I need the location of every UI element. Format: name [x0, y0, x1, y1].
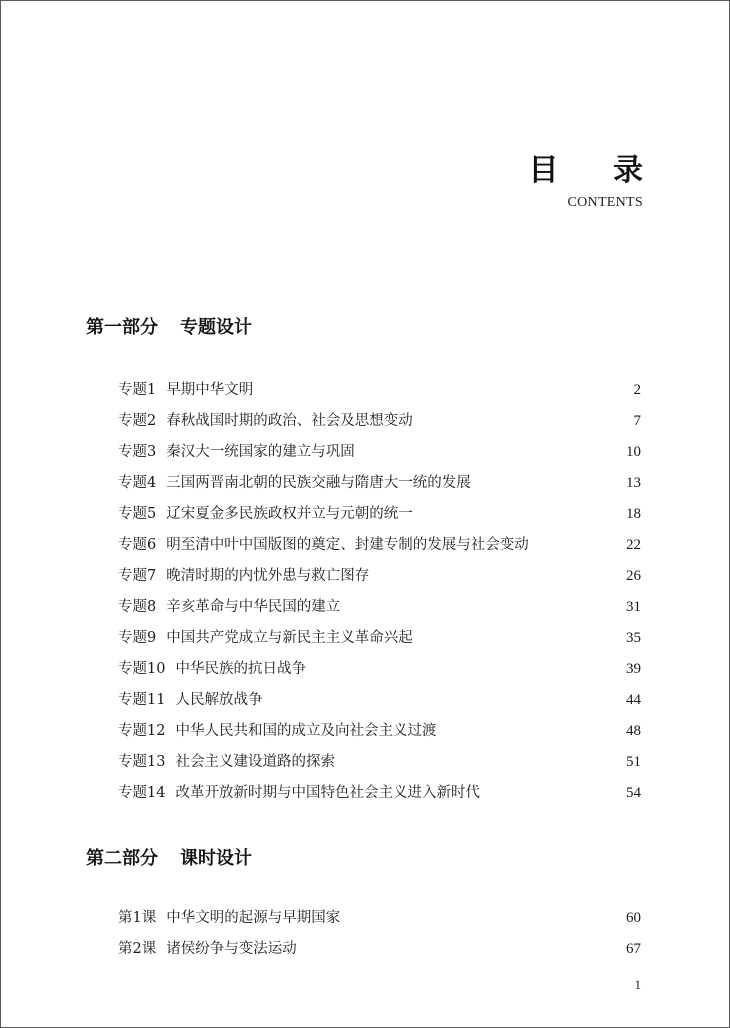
- entry-title: 秦汉大一统国家的建立与巩固: [166, 444, 355, 460]
- entry-label: 专题12: [118, 723, 166, 739]
- toc-entry[interactable]: [118, 907, 641, 938]
- toc-entry[interactable]: [118, 472, 641, 503]
- entry-title: 早期中华文明: [166, 382, 254, 398]
- entry-label: 专题8: [118, 599, 157, 615]
- entry-page-number: 2: [633, 382, 641, 398]
- toc-entry[interactable]: [118, 596, 641, 627]
- entry-title: 三国两晋南北朝的民族交融与隋唐大一统的发展: [166, 475, 471, 491]
- toc-title: 目 录: [528, 153, 665, 188]
- entry-page-number: 35: [626, 630, 641, 646]
- toc-entry[interactable]: [118, 782, 641, 813]
- entry-page-number: 31: [626, 599, 641, 615]
- entry-label: 专题2: [118, 413, 157, 429]
- part-2-label: 第二部分: [86, 848, 158, 869]
- toc-entry[interactable]: [118, 441, 641, 472]
- entry-title: 人民解放战争: [175, 692, 263, 708]
- entry-title: 春秋战国时期的政治、社会及思想变动: [166, 413, 413, 429]
- entry-label: 专题9: [118, 630, 157, 646]
- part-1-name: 专题设计: [180, 317, 252, 338]
- entry-page-number: 39: [626, 661, 641, 677]
- toc-entry[interactable]: [118, 565, 641, 596]
- entry-page-number: 22: [626, 537, 641, 553]
- toc-entry[interactable]: [118, 689, 641, 720]
- entry-label: 专题11: [118, 692, 166, 708]
- entry-page-number: 7: [633, 413, 641, 429]
- entry-label: 专题4: [118, 475, 157, 491]
- entry-page-number: 48: [626, 723, 641, 739]
- entry-label: 专题10: [118, 661, 166, 677]
- toc-entry[interactable]: [118, 503, 641, 534]
- entry-title: 诸侯纷争与变法运动: [166, 941, 297, 957]
- entry-page-number: 26: [626, 568, 641, 584]
- entry-title: 中华文明的起源与早期国家: [166, 910, 341, 926]
- entry-title: 辛亥革命与中华民国的建立: [166, 599, 341, 615]
- entry-page-number: 67: [626, 941, 641, 957]
- part-1-entries: [118, 379, 641, 813]
- entry-label: 专题3: [118, 444, 157, 460]
- entry-page-number: 44: [626, 692, 641, 708]
- part-2-name: 课时设计: [180, 848, 252, 869]
- part-1-heading: [86, 316, 252, 340]
- toc-entry[interactable]: [118, 410, 641, 441]
- toc-entry[interactable]: [118, 938, 641, 969]
- entry-page-number: 13: [626, 475, 641, 491]
- entry-page-number: 18: [626, 506, 641, 522]
- toc-entry[interactable]: [118, 379, 641, 410]
- entry-label: 专题6: [118, 537, 157, 553]
- entry-label: 专题1: [118, 382, 157, 398]
- entry-label: 第2课: [118, 941, 157, 957]
- entry-title: 中华人民共和国的成立及向社会主义过渡: [175, 723, 437, 739]
- toc-entry[interactable]: [118, 627, 641, 658]
- entry-label: 第1课: [118, 910, 157, 926]
- page-number: 1: [634, 977, 641, 992]
- part-2-heading: [86, 847, 252, 871]
- entry-title: 辽宋夏金多民族政权并立与元朝的统一: [166, 506, 413, 522]
- entry-label: 专题13: [118, 754, 166, 770]
- part-1-label: 第一部分: [86, 317, 158, 338]
- entry-label: 专题14: [118, 785, 166, 801]
- entry-title: 社会主义建设道路的探索: [175, 754, 335, 770]
- entry-label: 专题7: [118, 568, 157, 584]
- toc-entry[interactable]: [118, 534, 641, 565]
- entry-title: 中华民族的抗日战争: [175, 661, 306, 677]
- toc-subtitle: CONTENTS: [567, 195, 643, 210]
- entry-title: 明至清中叶中国版图的奠定、封建专制的发展与社会变动: [166, 537, 529, 553]
- entry-page-number: 54: [626, 785, 641, 801]
- entry-title: 晚清时期的内忧外患与救亡图存: [166, 568, 370, 584]
- toc-entry[interactable]: [118, 751, 641, 782]
- entry-title: 中国共产党成立与新民主主义革命兴起: [166, 630, 413, 646]
- part-2-entries: [118, 907, 641, 969]
- toc-entry[interactable]: [118, 658, 641, 689]
- toc-entry[interactable]: [118, 720, 641, 751]
- entry-page-number: 10: [626, 444, 641, 460]
- entry-page-number: 60: [626, 910, 641, 926]
- entry-title: 改革开放新时期与中国特色社会主义进入新时代: [175, 785, 480, 801]
- entry-label: 专题5: [118, 506, 157, 522]
- entry-page-number: 51: [626, 754, 641, 770]
